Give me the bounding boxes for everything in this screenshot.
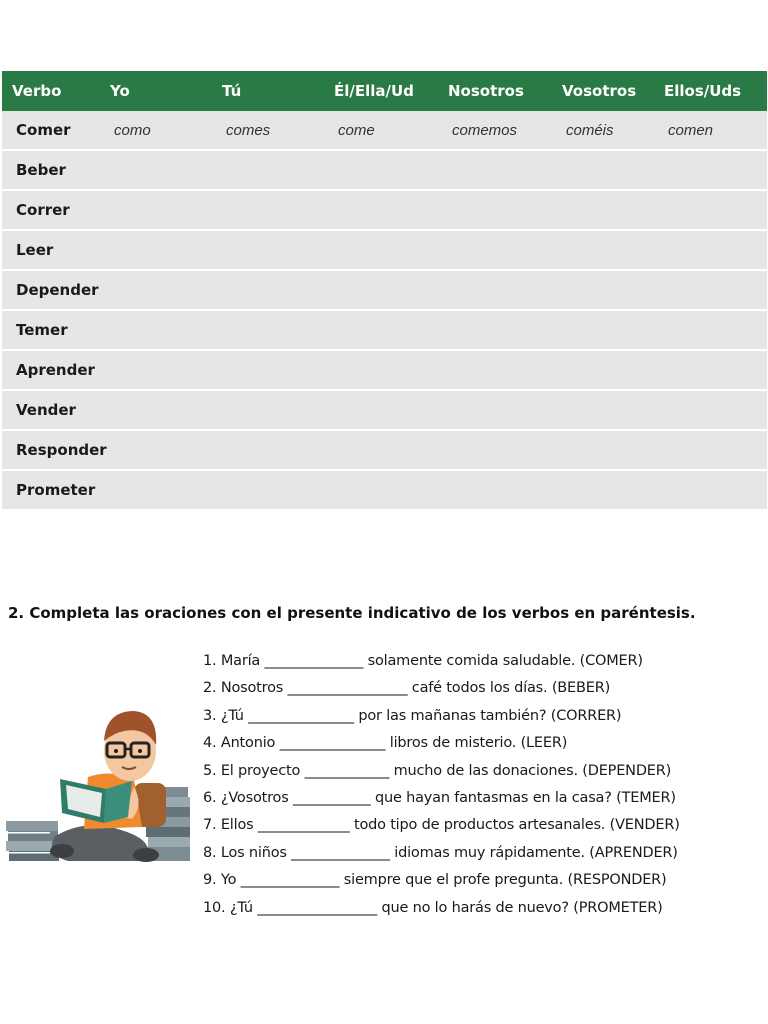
table-row bbox=[2, 111, 767, 151]
verb-cell: Vender bbox=[2, 391, 100, 431]
conjugation-cell[interactable] bbox=[100, 471, 212, 511]
sentence-item: 8. Los niños ______________ idiomas muy rápidamente. (APRENDER) bbox=[203, 844, 678, 861]
header-vosotros: Vosotros bbox=[552, 71, 654, 111]
conjugation-cell[interactable] bbox=[324, 191, 438, 231]
sentence-item: 2. Nosotros _________________ café todos los días. (BEBER) bbox=[203, 680, 611, 697]
conjugation-cell[interactable] bbox=[324, 431, 438, 471]
verb-cell: Responder bbox=[2, 431, 100, 471]
table-row bbox=[2, 391, 767, 431]
sentence-list bbox=[203, 648, 680, 922]
conjugation-cell[interactable] bbox=[552, 271, 654, 311]
conjugation-cell[interactable] bbox=[438, 351, 552, 391]
conjugation-cell[interactable] bbox=[552, 231, 654, 271]
table-row bbox=[2, 191, 767, 231]
conjugation-cell[interactable] bbox=[100, 191, 212, 231]
sentence-item: 9. Yo ______________ siempre que el profe pregunta. (RESPONDER) bbox=[203, 872, 667, 889]
verb-cell: Aprender bbox=[2, 351, 100, 391]
conjugation-cell[interactable] bbox=[212, 311, 324, 351]
table-row bbox=[2, 271, 767, 311]
section-2-title: 2. Completa las oraciones con el presente indicativo de los verbos en paréntesis. bbox=[8, 604, 696, 622]
conjugation-cell[interactable] bbox=[438, 231, 552, 271]
header-tu: Tú bbox=[212, 71, 324, 111]
conjugation-cell[interactable] bbox=[100, 231, 212, 271]
header-yo: Yo bbox=[100, 71, 212, 111]
header-el-ella-ud: Él/Ella/Ud bbox=[324, 71, 438, 111]
verb-cell: Prometer bbox=[2, 471, 100, 511]
sentence-item: 5. El proyecto ____________ mucho de las donaciones. (DEPENDER) bbox=[203, 762, 672, 779]
conjugation-table bbox=[2, 71, 767, 511]
verb-cell: Beber bbox=[2, 151, 100, 191]
conjugation-cell[interactable] bbox=[654, 311, 767, 351]
table-row bbox=[2, 311, 767, 351]
conjugation-cell[interactable] bbox=[212, 151, 324, 191]
conjugation-cell[interactable] bbox=[552, 191, 654, 231]
conjugation-cell[interactable] bbox=[438, 151, 552, 191]
table-row bbox=[2, 231, 767, 271]
conjugation-cell[interactable] bbox=[212, 271, 324, 311]
sentence-item: 7. Ellos _____________ todo tipo de productos artesanales. (VENDER) bbox=[203, 817, 680, 834]
student-reading-on-books-icon bbox=[6, 705, 192, 870]
verb-cell: Leer bbox=[2, 231, 100, 271]
conjugation-cell[interactable] bbox=[654, 231, 767, 271]
conjugation-cell[interactable]: comes bbox=[212, 111, 324, 151]
sentence-item: 1. María ______________ solamente comida saludable. (COMER) bbox=[203, 653, 643, 669]
verb-cell: Correr bbox=[2, 191, 100, 231]
conjugation-cell[interactable] bbox=[100, 311, 212, 351]
sentence-item: 3. ¿Tú _______________ por las mañanas también? (CORRER) bbox=[203, 707, 622, 724]
conjugation-cell[interactable] bbox=[552, 471, 654, 511]
conjugation-cell[interactable]: coméis bbox=[552, 111, 654, 151]
conjugation-cell[interactable] bbox=[552, 431, 654, 471]
conjugation-cell[interactable]: come bbox=[324, 111, 438, 151]
sentence-item: 6. ¿Vosotros ___________ que hayan fantasmas en la casa? (TEMER) bbox=[203, 789, 676, 806]
conjugation-cell[interactable] bbox=[212, 351, 324, 391]
conjugation-cell[interactable] bbox=[654, 391, 767, 431]
conjugation-cell[interactable] bbox=[324, 351, 438, 391]
conjugation-cell[interactable] bbox=[438, 191, 552, 231]
conjugation-cell[interactable] bbox=[212, 231, 324, 271]
table-row bbox=[2, 471, 767, 511]
sentence-item: 10. ¿Tú _________________ que no lo harás de nuevo? (PROMETER) bbox=[203, 899, 663, 916]
verb-cell: Temer bbox=[2, 311, 100, 351]
header-ellos-uds: Ellos/Uds bbox=[654, 71, 767, 111]
conjugation-cell[interactable]: como bbox=[100, 111, 212, 151]
conjugation-cell[interactable] bbox=[324, 151, 438, 191]
table-row bbox=[2, 351, 767, 391]
conjugation-cell[interactable] bbox=[438, 271, 552, 311]
header-nosotros: Nosotros bbox=[438, 71, 552, 111]
conjugation-cell[interactable] bbox=[100, 351, 212, 391]
table-row bbox=[2, 151, 767, 191]
conjugation-cell[interactable] bbox=[324, 311, 438, 351]
conjugation-cell[interactable] bbox=[654, 431, 767, 471]
table-row bbox=[2, 431, 767, 471]
verb-cell: Depender bbox=[2, 271, 100, 311]
book-stack-left-icon bbox=[6, 821, 60, 861]
conjugation-cell[interactable] bbox=[100, 431, 212, 471]
conjugation-cell[interactable] bbox=[100, 151, 212, 191]
conjugation-cell[interactable] bbox=[324, 231, 438, 271]
conjugation-cell[interactable] bbox=[552, 311, 654, 351]
conjugation-cell[interactable]: comemos bbox=[438, 111, 552, 151]
conjugation-cell[interactable] bbox=[438, 471, 552, 511]
conjugation-cell[interactable] bbox=[552, 351, 654, 391]
conjugation-cell[interactable] bbox=[654, 271, 767, 311]
conjugation-cell[interactable] bbox=[438, 311, 552, 351]
conjugation-cell[interactable] bbox=[100, 271, 212, 311]
conjugation-cell[interactable] bbox=[552, 391, 654, 431]
conjugation-cell[interactable] bbox=[654, 351, 767, 391]
conjugation-cell[interactable] bbox=[212, 471, 324, 511]
conjugation-cell[interactable] bbox=[438, 431, 552, 471]
conjugation-cell[interactable] bbox=[552, 151, 654, 191]
conjugation-cell[interactable] bbox=[212, 191, 324, 231]
verb-cell: Comer bbox=[2, 111, 100, 151]
conjugation-cell[interactable] bbox=[654, 151, 767, 191]
conjugation-cell[interactable] bbox=[654, 471, 767, 511]
conjugation-cell[interactable] bbox=[654, 191, 767, 231]
conjugation-cell[interactable] bbox=[324, 271, 438, 311]
table-header-row bbox=[2, 71, 767, 111]
conjugation-cell[interactable]: comen bbox=[654, 111, 767, 151]
conjugation-cell[interactable] bbox=[212, 431, 324, 471]
conjugation-cell[interactable] bbox=[100, 391, 212, 431]
conjugation-cell[interactable] bbox=[324, 471, 438, 511]
conjugation-cell[interactable] bbox=[438, 391, 552, 431]
sentence-item: 4. Antonio _______________ libros de misterio. (LEER) bbox=[203, 735, 568, 752]
conjugation-cell[interactable] bbox=[212, 391, 324, 431]
header-verbo: Verbo bbox=[2, 71, 100, 111]
conjugation-cell[interactable] bbox=[324, 391, 438, 431]
